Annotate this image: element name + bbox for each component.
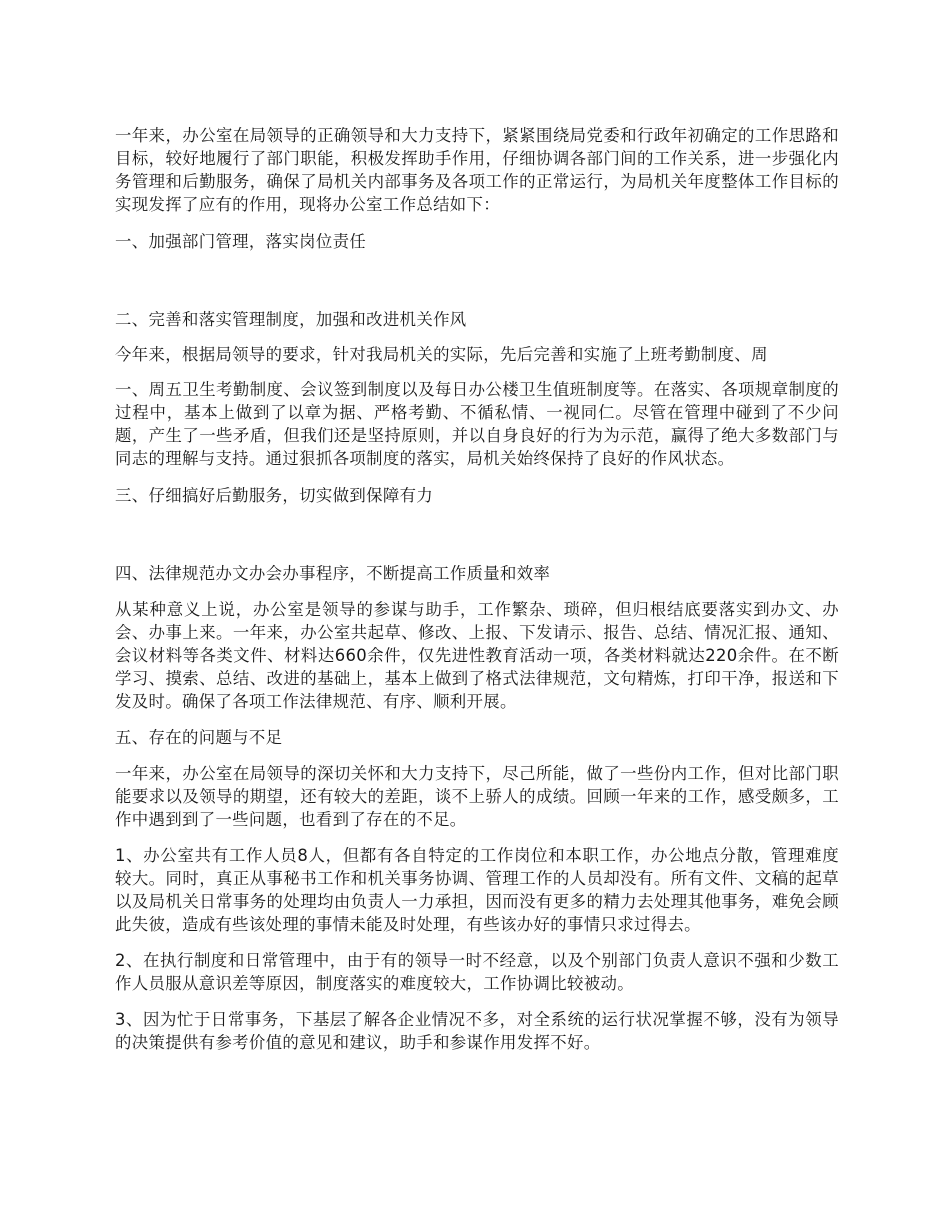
- body-paragraph: 一、周五卫生考勤制度、会议签到制度以及每日办公楼卫生值班制度等。在落实、各项规章制度的过程中，基本上做到了以章为据、严格考勤、不循私情、一视同仁。尽管在管理中碰到了不少问题，产生了一些矛盾，但我们还是坚持原则，并以自身良好的行为为示范，赢得了绝大多数部门与同志的理解与支持。通过狠抓各项制度的落实，局机关始终保持了良好的作风状态。: [115, 380, 839, 468]
- section-heading-1: 一、加强部门管理，落实岗位责任: [115, 232, 367, 251]
- issue-item-3: 3、因为忙于日常事务，下基层了解各企业情况不多，对全系统的运行状况掌握不够，没有为领导的决策提供有参考价值的意见和建议，助手和参谋作用发挥不好。: [115, 1010, 839, 1052]
- section-heading-4: 四、法律规范办文办会办事程序，不断提高工作质量和效率: [115, 564, 551, 583]
- document-body: [115, 124, 839, 1054]
- section-heading-5: 五、存在的问题与不足: [115, 728, 283, 747]
- intro-paragraph: 一年来，办公室在局领导的正确领导和大力支持下，紧紧围绕局党委和行政年初确定的工作思路和目标，较好地履行了部门职能，积极发挥助手作用，仔细协调各部门间的工作关系，进一步强化内务管理和后勤服务，确保了局机关内部事务及各项工作的正常运行，为局机关年度整体工作目标的实现发挥了应有的作用，现将办公室工作总结如下：: [115, 126, 839, 214]
- issue-item-2: 2、在执行制度和日常管理中，由于有的领导一时不经意，以及个别部门负责人意识不强和少数工作人员服从意识差等原因，制度落实的难度较大，工作协调比较被动。: [115, 951, 839, 993]
- body-paragraph: 今年来，根据局领导的要求，针对我局机关的实际，先后完善和实施了上班考勤制度、周: [115, 345, 768, 364]
- body-paragraph: 一年来，办公室在局领导的深切关怀和大力支持下，尽己所能，做了一些份内工作，但对比部门职能要求以及领导的期望，还有较大的差距，谈不上骄人的成绩。回顾一年来的工作，感受颇多，工作中遇到到了一些问题，也看到了存在的不足。: [115, 764, 839, 829]
- section-heading-3: 三、仔细搞好后勤服务，切实做到保障有力: [115, 486, 434, 505]
- issue-item-1: 1、办公室共有工作人员8人，但都有各自特定的工作岗位和本职工作，办公地点分散，管理难度较大。同时，真正从事秘书工作和机关事务协调、管理工作的人员却没有。所有文件、文稿的起草以及局机关日常事务的处理均由负责人一力承担，因而没有更多的精力去处理其他事务，难免会顾此失彼，造成有些该处理的事情未能及时处理，有些该办好的事情只求过得去。: [115, 846, 839, 934]
- section-heading-2: 二、完善和落实管理制度，加强和改进机关作风: [115, 310, 467, 329]
- body-paragraph: 从某种意义上说，办公室是领导的参谋与助手，工作繁杂、琐碎，但归根结底要落实到办文、办会、办事上来。一年来，办公室共起草、修改、上报、下发请示、报告、总结、情况汇报、通知、会议材料等各类文件、材料达660余件，仅先进性教育活动一项，各类材料就达220余件。在不断学习、摸索、总结、改进的基础上，基本上做到了格式法律规范，文句精炼，打印干净，报送和下发及时。确保了各项工作法律规范、有序、顺利开展。: [115, 600, 839, 711]
